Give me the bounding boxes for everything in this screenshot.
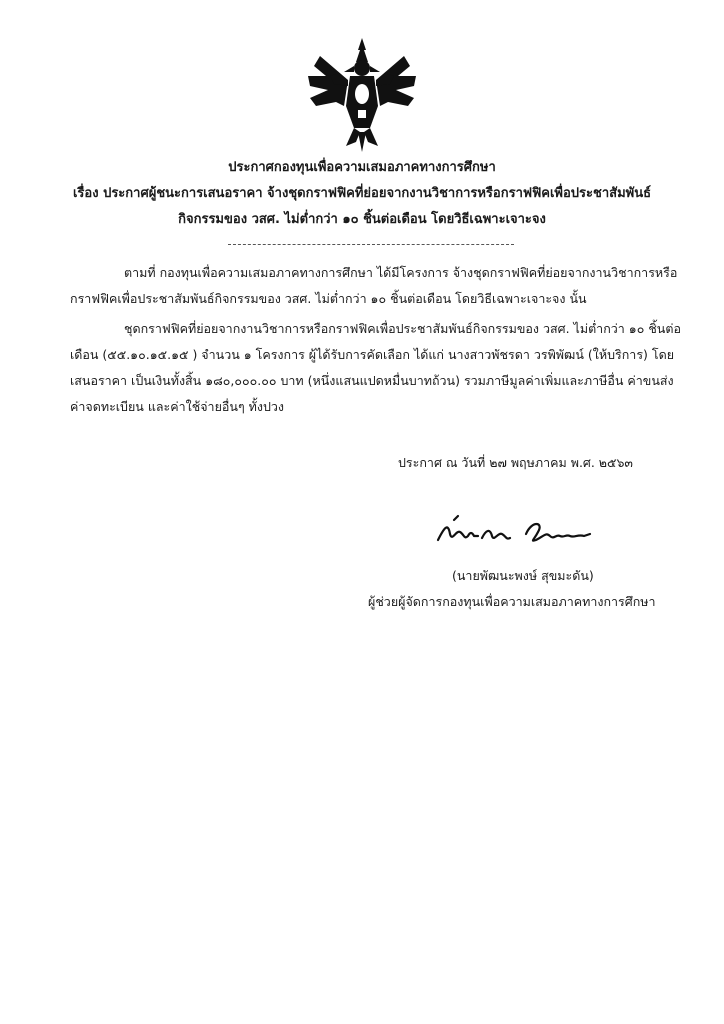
body-paragraph-2-line-2: เดือน (๕๕.๑๐.๑๕.๑๕ ) จำนวน ๑ โครงการ ผู้ได้รับการคัดเลือก ได้แก่ นางสาวพัชรดา วรพิพัฒน์ (ให้บริการ) โดย bbox=[70, 347, 675, 362]
body-paragraph-2-line-1: ชุดกราฟฟิคที่ย่อยจากงานวิชาการหรือกราฟฟิคเพื่อประชาสัมพันธ์กิจกรรมของ วสศ. ไม่ต่ำกว่า ๑๐ ชิ้นต่อ bbox=[124, 321, 681, 336]
body-paragraph-2-line-3: เสนอราคา เป็นเงินทั้งสิ้น ๑๘๐,๐๐๐.๐๐ บาท (หนึ่งแสนแปดหมื่นบาทถ้วน) รวมภาษีมูลค่าเพิ่มและภาษีอื่น ค่าขนส่ง bbox=[70, 373, 674, 388]
separator-rule bbox=[228, 244, 514, 245]
garuda-emblem-icon bbox=[300, 36, 424, 154]
announcement-date: ประกาศ ณ วันที่ ๒๗ พฤษภาคม พ.ศ. ๒๕๖๓ bbox=[398, 455, 633, 470]
subject-line-2: กิจกรรมของ วสศ. ไม่ต่ำกว่า ๑๐ ชิ้นต่อเดือน โดยวิธีเฉพาะเจาะจง bbox=[178, 212, 546, 227]
handwritten-signature bbox=[434, 510, 596, 552]
subject-line-1: เรื่อง ประกาศผู้ชนะการเสนอราคา จ้างชุดกราฟฟิคที่ย่อยจากงานวิชาการหรือกราฟฟิคเพื่อประชาสัมพันธ์ bbox=[72, 186, 652, 201]
body-paragraph-1-line-1: ตามที่ กองทุนเพื่อความเสมอภาคทางการศึกษา ได้มีโครงการ จ้างชุดกราฟฟิคที่ย่อยจากงานวิชาการหรือ bbox=[124, 265, 678, 280]
body-paragraph-1-line-2: กราฟฟิคเพื่อประชาสัมพันธ์กิจกรรมของ วสศ. ไม่ต่ำกว่า ๑๐ ชิ้นต่อเดือน โดยวิธีเฉพาะเจาะจง นั้น bbox=[70, 291, 587, 306]
body-paragraph-2-line-4: ค่าจดทะเบียน และค่าใช้จ่ายอื่นๆ ทั้งปวง bbox=[70, 399, 285, 414]
announcement-org-title: ประกาศกองทุนเพื่อความเสมอภาคทางการศึกษา bbox=[228, 160, 496, 175]
signatory-title: ผู้ช่วยผู้จัดการกองทุนเพื่อความเสมอภาคทางการศึกษา bbox=[368, 594, 656, 609]
signatory-name: (นายพัฒนะพงษ์ สุขมะดัน) bbox=[452, 568, 594, 583]
